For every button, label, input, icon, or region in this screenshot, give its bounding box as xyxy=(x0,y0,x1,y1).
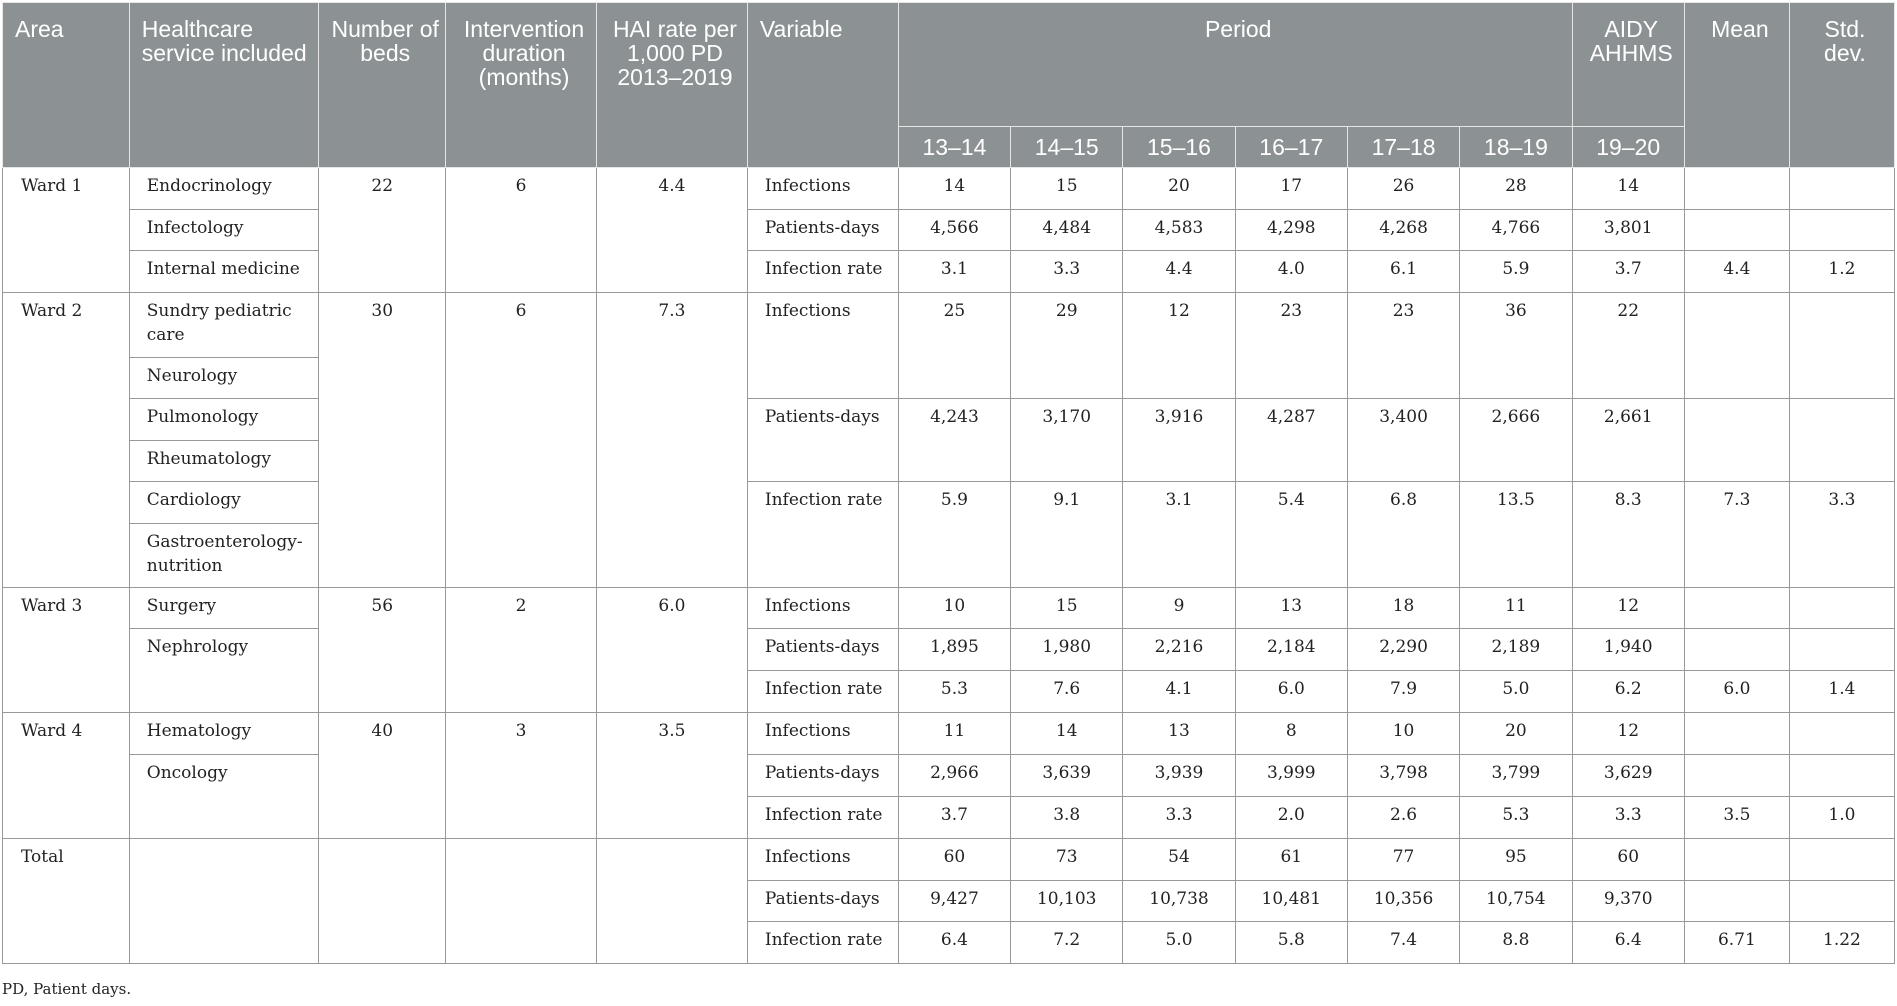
variable-cell: Infection rate xyxy=(747,482,898,588)
value-cell: 1,980 xyxy=(1011,629,1123,671)
value-cell: 3.1 xyxy=(1123,482,1235,588)
value-cell: 2,216 xyxy=(1123,629,1235,671)
value-cell: 23 xyxy=(1347,293,1459,399)
std-cell xyxy=(1789,713,1894,755)
value-cell: 3.1 xyxy=(898,251,1010,293)
area-cell: Ward 2 xyxy=(3,293,130,588)
service-cell: Internal medicine xyxy=(129,251,319,293)
value-cell: 9,427 xyxy=(898,881,1010,922)
value-cell: 6.1 xyxy=(1347,251,1459,293)
table-row xyxy=(3,168,1895,210)
service-cell: Rheumatology xyxy=(129,441,319,482)
value-cell: 13.5 xyxy=(1460,482,1572,588)
header-period: Period xyxy=(898,3,1572,127)
duration-cell: 6 xyxy=(446,168,597,293)
value-cell: 54 xyxy=(1123,839,1235,881)
value-cell: 61 xyxy=(1235,839,1347,881)
mean-cell xyxy=(1684,755,1789,797)
value-cell: 18 xyxy=(1347,588,1459,629)
header-variable: Variable xyxy=(747,3,898,168)
value-cell: 15 xyxy=(1011,168,1123,210)
value-cell: 8 xyxy=(1235,713,1347,755)
value-cell: 3.7 xyxy=(1572,251,1684,293)
service-cell: Pulmonology xyxy=(129,399,319,441)
std-cell xyxy=(1789,293,1894,399)
value-cell: 36 xyxy=(1460,293,1572,399)
value-cell: 8.3 xyxy=(1572,482,1684,588)
value-cell: 10,481 xyxy=(1235,881,1347,922)
value-cell: 7.2 xyxy=(1011,922,1123,964)
header-std: Std. dev. xyxy=(1789,3,1894,168)
value-cell: 14 xyxy=(1011,713,1123,755)
value-cell: 3,999 xyxy=(1235,755,1347,797)
value-cell: 2,966 xyxy=(898,755,1010,797)
value-cell: 5.9 xyxy=(898,482,1010,588)
table-row xyxy=(3,839,1895,881)
value-cell: 12 xyxy=(1123,293,1235,399)
area-cell: Ward 1 xyxy=(3,168,130,293)
table-row xyxy=(3,629,1895,671)
variable-cell: Infection rate xyxy=(747,922,898,964)
value-cell: 1,895 xyxy=(898,629,1010,671)
std-cell xyxy=(1789,588,1894,629)
area-cell: Ward 3 xyxy=(3,588,130,713)
value-cell: 5.4 xyxy=(1235,482,1347,588)
std-cell xyxy=(1789,755,1894,797)
hai-cell xyxy=(596,839,747,964)
value-cell: 4,484 xyxy=(1011,210,1123,251)
value-cell: 3,400 xyxy=(1347,399,1459,482)
std-cell: 1.22 xyxy=(1789,922,1894,964)
beds-cell: 30 xyxy=(319,293,446,588)
value-cell: 60 xyxy=(1572,839,1684,881)
value-cell: 10 xyxy=(1347,713,1459,755)
beds-cell: 22 xyxy=(319,168,446,293)
value-cell: 2.0 xyxy=(1235,797,1347,839)
header-period-2: 14–15 xyxy=(1011,127,1123,168)
value-cell: 4.0 xyxy=(1235,251,1347,293)
beds-cell xyxy=(319,839,446,964)
service-cell: Surgery xyxy=(129,588,319,629)
std-cell: 1.0 xyxy=(1789,797,1894,839)
value-cell: 3,798 xyxy=(1347,755,1459,797)
value-cell: 7.4 xyxy=(1347,922,1459,964)
value-cell: 6.8 xyxy=(1347,482,1459,588)
value-cell: 26 xyxy=(1347,168,1459,210)
header-beds: Number of beds xyxy=(319,3,446,168)
service-cell: Gastroenterology-nutrition xyxy=(129,524,319,588)
value-cell: 12 xyxy=(1572,713,1684,755)
header-period-3: 15–16 xyxy=(1123,127,1235,168)
hai-cell: 7.3 xyxy=(596,293,747,588)
table-row xyxy=(3,755,1895,797)
service-cell: Cardiology xyxy=(129,482,319,524)
header-period-1: 13–14 xyxy=(898,127,1010,168)
hai-cell: 3.5 xyxy=(596,713,747,839)
duration-cell: 3 xyxy=(446,713,597,839)
mean-cell: 7.3 xyxy=(1684,482,1789,588)
value-cell: 20 xyxy=(1460,713,1572,755)
value-cell: 4,583 xyxy=(1123,210,1235,251)
area-cell: Ward 4 xyxy=(3,713,130,839)
table-row xyxy=(3,210,1895,251)
value-cell: 2,189 xyxy=(1460,629,1572,671)
mean-cell: 6.71 xyxy=(1684,922,1789,964)
value-cell: 3.8 xyxy=(1011,797,1123,839)
value-cell: 29 xyxy=(1011,293,1123,399)
header-duration: Intervention duration (months) xyxy=(446,3,597,168)
value-cell: 4,566 xyxy=(898,210,1010,251)
value-cell: 15 xyxy=(1011,588,1123,629)
mean-cell xyxy=(1684,881,1789,922)
value-cell: 7.9 xyxy=(1347,671,1459,713)
value-cell: 1,940 xyxy=(1572,629,1684,671)
value-cell: 6.4 xyxy=(898,922,1010,964)
mean-cell: 6.0 xyxy=(1684,671,1789,713)
std-cell: 1.2 xyxy=(1789,251,1894,293)
data-table xyxy=(2,2,1895,964)
table-row xyxy=(3,251,1895,293)
value-cell: 3,799 xyxy=(1460,755,1572,797)
value-cell: 13 xyxy=(1123,713,1235,755)
value-cell: 3.3 xyxy=(1572,797,1684,839)
value-cell: 4,243 xyxy=(898,399,1010,482)
value-cell: 5.0 xyxy=(1460,671,1572,713)
hai-cell: 6.0 xyxy=(596,588,747,713)
mean-cell xyxy=(1684,168,1789,210)
value-cell: 5.8 xyxy=(1235,922,1347,964)
variable-cell: Patients-days xyxy=(747,755,898,797)
service-cell: Nephrology xyxy=(129,629,319,713)
variable-cell: Patients-days xyxy=(747,210,898,251)
variable-cell: Infection rate xyxy=(747,797,898,839)
mean-cell xyxy=(1684,629,1789,671)
value-cell: 22 xyxy=(1572,293,1684,399)
variable-cell: Infection rate xyxy=(747,671,898,713)
header-service: Healthcare service included xyxy=(129,3,319,168)
header-period-7: 19–20 xyxy=(1572,127,1684,168)
value-cell: 4.4 xyxy=(1123,251,1235,293)
beds-cell: 40 xyxy=(319,713,446,839)
value-cell: 23 xyxy=(1235,293,1347,399)
value-cell: 3.3 xyxy=(1123,797,1235,839)
std-cell xyxy=(1789,168,1894,210)
value-cell: 3,639 xyxy=(1011,755,1123,797)
table-row xyxy=(3,399,1895,441)
std-cell: 3.3 xyxy=(1789,482,1894,588)
service-cell: Hematology xyxy=(129,713,319,755)
std-cell xyxy=(1789,399,1894,482)
value-cell: 7.6 xyxy=(1011,671,1123,713)
std-cell xyxy=(1789,881,1894,922)
hai-cell: 4.4 xyxy=(596,168,747,293)
value-cell: 3,801 xyxy=(1572,210,1684,251)
mean-cell: 4.4 xyxy=(1684,251,1789,293)
std-cell xyxy=(1789,210,1894,251)
value-cell: 4,268 xyxy=(1347,210,1459,251)
value-cell: 10,103 xyxy=(1011,881,1123,922)
value-cell: 3,916 xyxy=(1123,399,1235,482)
mean-cell: 3.5 xyxy=(1684,797,1789,839)
value-cell: 2.6 xyxy=(1347,797,1459,839)
value-cell: 5.0 xyxy=(1123,922,1235,964)
header-period-6: 18–19 xyxy=(1460,127,1572,168)
value-cell: 77 xyxy=(1347,839,1459,881)
variable-cell: Patients-days xyxy=(747,629,898,671)
variable-cell: Infections xyxy=(747,839,898,881)
value-cell: 2,290 xyxy=(1347,629,1459,671)
duration-cell: 6 xyxy=(446,293,597,588)
mean-cell xyxy=(1684,839,1789,881)
value-cell: 2,184 xyxy=(1235,629,1347,671)
value-cell: 4,766 xyxy=(1460,210,1572,251)
mean-cell xyxy=(1684,293,1789,399)
variable-cell: Patients-days xyxy=(747,399,898,482)
table-row xyxy=(3,588,1895,629)
value-cell: 3.7 xyxy=(898,797,1010,839)
header-mean: Mean xyxy=(1684,3,1789,168)
mean-cell xyxy=(1684,588,1789,629)
value-cell: 60 xyxy=(898,839,1010,881)
std-cell: 1.4 xyxy=(1789,671,1894,713)
value-cell: 9 xyxy=(1123,588,1235,629)
value-cell: 3,939 xyxy=(1123,755,1235,797)
value-cell: 10 xyxy=(898,588,1010,629)
value-cell: 5.3 xyxy=(1460,797,1572,839)
value-cell: 9,370 xyxy=(1572,881,1684,922)
variable-cell: Infections xyxy=(747,713,898,755)
value-cell: 11 xyxy=(1460,588,1572,629)
variable-cell: Infections xyxy=(747,588,898,629)
table-row xyxy=(3,713,1895,755)
value-cell: 4,298 xyxy=(1235,210,1347,251)
service-cell: Infectology xyxy=(129,210,319,251)
value-cell: 13 xyxy=(1235,588,1347,629)
value-cell: 4.1 xyxy=(1123,671,1235,713)
std-cell xyxy=(1789,839,1894,881)
mean-cell xyxy=(1684,713,1789,755)
variable-cell: Infections xyxy=(747,168,898,210)
value-cell: 6.2 xyxy=(1572,671,1684,713)
value-cell: 3,629 xyxy=(1572,755,1684,797)
header-period-5: 17–18 xyxy=(1347,127,1459,168)
value-cell: 17 xyxy=(1235,168,1347,210)
table-row xyxy=(3,293,1895,358)
value-cell: 3,170 xyxy=(1011,399,1123,482)
value-cell: 8.8 xyxy=(1460,922,1572,964)
value-cell: 14 xyxy=(1572,168,1684,210)
value-cell: 6.4 xyxy=(1572,922,1684,964)
value-cell: 3.3 xyxy=(1011,251,1123,293)
value-cell: 4,287 xyxy=(1235,399,1347,482)
value-cell: 5.9 xyxy=(1460,251,1572,293)
value-cell: 12 xyxy=(1572,588,1684,629)
header-hai: HAI rate per 1,000 PD 2013–2019 xyxy=(596,3,747,168)
value-cell: 14 xyxy=(898,168,1010,210)
value-cell: 25 xyxy=(898,293,1010,399)
value-cell: 6.0 xyxy=(1235,671,1347,713)
service-cell: Sundry pediatric care xyxy=(129,293,319,358)
header-area: Area xyxy=(3,3,130,168)
value-cell: 11 xyxy=(898,713,1010,755)
value-cell: 28 xyxy=(1460,168,1572,210)
value-cell: 9.1 xyxy=(1011,482,1123,588)
value-cell: 10,754 xyxy=(1460,881,1572,922)
variable-cell: Infections xyxy=(747,293,898,399)
service-cell: Endocrinology xyxy=(129,168,319,210)
value-cell: 5.3 xyxy=(898,671,1010,713)
table-row xyxy=(3,482,1895,524)
variable-cell: Infection rate xyxy=(747,251,898,293)
service-cell: Oncology xyxy=(129,755,319,839)
variable-cell: Patients-days xyxy=(747,881,898,922)
value-cell: 2,666 xyxy=(1460,399,1572,482)
value-cell: 10,356 xyxy=(1347,881,1459,922)
value-cell: 95 xyxy=(1460,839,1572,881)
duration-cell xyxy=(446,839,597,964)
value-cell: 10,738 xyxy=(1123,881,1235,922)
beds-cell: 56 xyxy=(319,588,446,713)
duration-cell: 2 xyxy=(446,588,597,713)
footnote: PD, Patient days. xyxy=(2,980,132,998)
value-cell: 2,661 xyxy=(1572,399,1684,482)
mean-cell xyxy=(1684,210,1789,251)
area-cell: Total xyxy=(3,839,130,964)
value-cell: 20 xyxy=(1123,168,1235,210)
mean-cell xyxy=(1684,399,1789,482)
service-cell: Neurology xyxy=(129,358,319,399)
service-cell xyxy=(129,839,319,964)
header-period-4: 16–17 xyxy=(1235,127,1347,168)
value-cell: 73 xyxy=(1011,839,1123,881)
std-cell xyxy=(1789,629,1894,671)
header-aidy: AIDY AHHMS xyxy=(1572,3,1684,127)
